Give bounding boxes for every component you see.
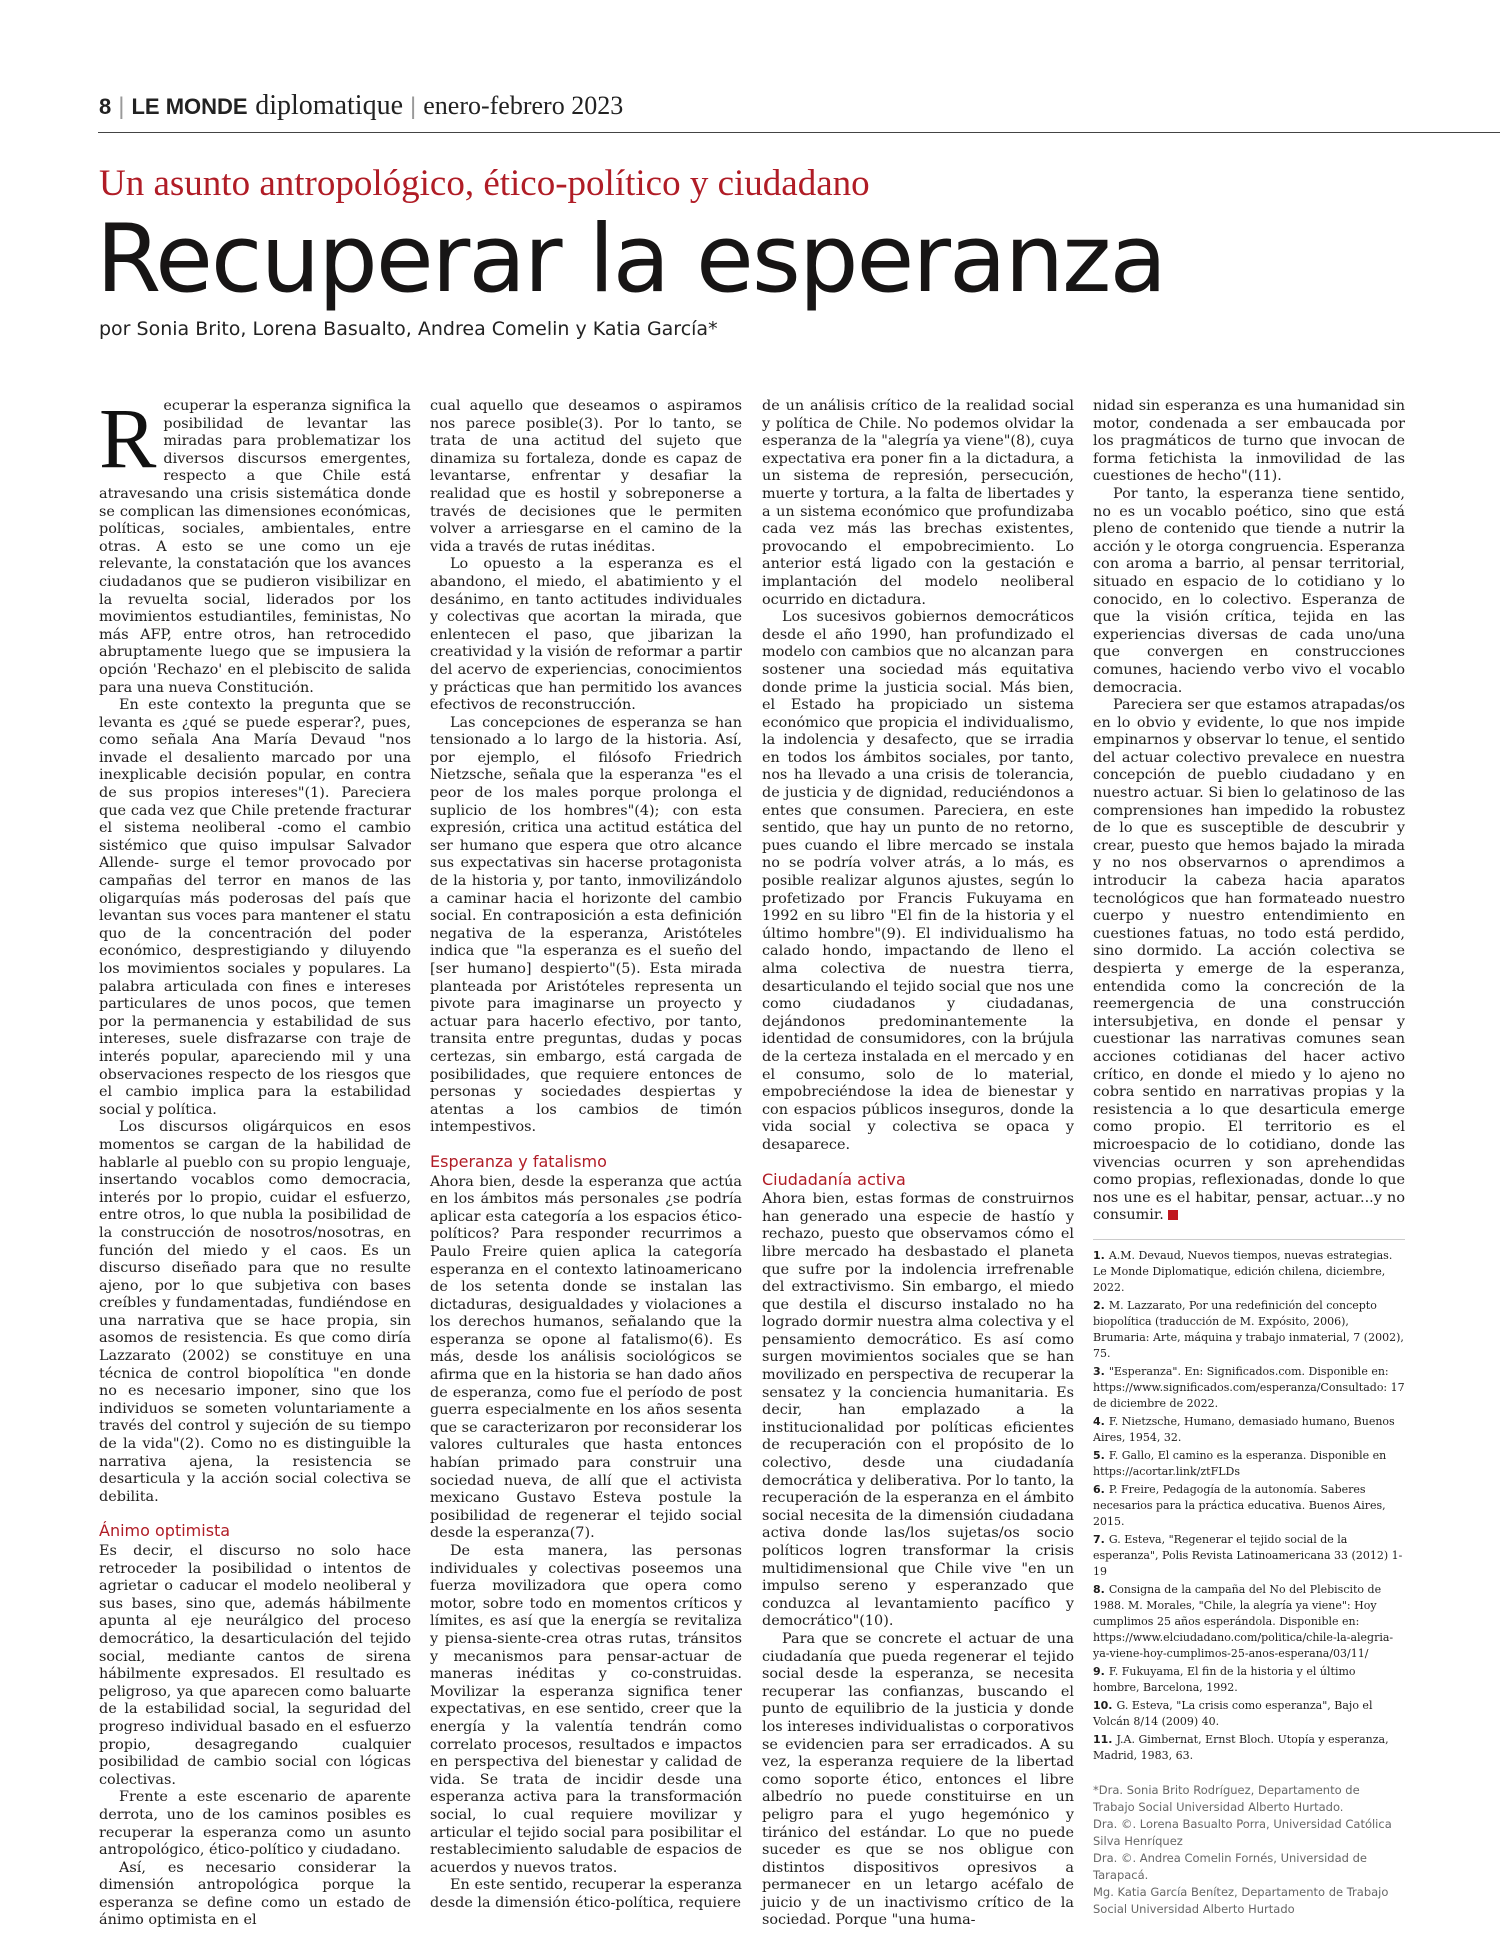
article-column-4: [1093, 398, 1405, 1916]
paragraph: Ahora bien, desde la esperanza que actúa en los ámbitos más personales ¿se podría aplicar esta categoría a los espacios ético-políticos? Para responder recurrimos a Paulo Freire quien aplica la categoría esperanza en el contexto latinoamericano de los setenta donde se instalan las dictaduras, desigualdades y violaciones a los derechos humanos, señalando que la esperanza se opone al fatalismo(6). Es más, desde los análisis sociológicos se afirma que en la historia se han dado años de esperanza, como fue el período de post guerra especialmente en los años sesenta que se caracterizaron por reconsiderar los valores culturales que hasta entonces habían primado para construir una sociedad nueva, de allí que el activista mexicano Gustavo Esteva postule la posibilidad de regenerar el tejido social desde la esperanza(7).: [430, 1173, 742, 1542]
author-credit: *Dra. Sonia Brito Rodríguez, Departamento de Trabajo Social Universidad Alberto Hurtado.: [1093, 1782, 1360, 1814]
paragraph-text: Pareciera ser que estamos atrapadas/os en lo obvio y evidente, lo que nos impide empinarnos y observar lo tenue, el sentido del actuar colectivo prevalece en nuestra concepción de pueblo ciudadano y en nuestro actuar. Si bien lo gelatinoso de las comprensiones han impedido la robustez de lo que es susceptible de descubrir y crear, puesto que hemos bajado la mirada y no nos observarnos o aprendimos a introducir la cabeza hacia aparatos tecnológicos que han formateado nuestro cuerpo y nuestro entendimiento en cuestiones fatuas, no todo está perdido, sino dormido. La acción colectiva se despierta y emerge de la esperanza, entendida como la concreción de la reemergencia de una construcción intersubjetiva, en donde el pensar y cuestionar las narrativas comunes sean acciones cotidianas del hacer activo crítico, en donde el miedo y lo ajeno no cobra sentido en narrativas propias y la resistencia a lo que desarticula emerge como propio. El territorio es el microespacio de lo cotidiano, donde las vivencias ocurren y son aprehendidas como propias, reflexionadas, donde lo que nos une es el habitar, pensar, actuar...y no consumir.: [1093, 697, 1405, 1224]
paragraph: Recuperar la esperanza significa la posibilidad de levantar las miradas para problematizar los diversos discursos emergentes, respecto a que Chile está atravesando una crisis sistemática donde se complican las dimensiones económicas, políticas, sociales, ambientales, entre otras. A esto se une como un eje relevante, la constatación que los avances ciudadanos que se pudieron visibilizar en la revuelta social, liderados por los movimientos estudiantiles, feministas, No más AFP, entre otros, han retrocedido abruptamente luego que se impusiera la opción 'Rechazo' en el plebiscito de salida para una nueva Constitución.: [99, 390, 411, 696]
section-heading: Ánimo optimista: [99, 1521, 231, 1541]
header-separator: |: [410, 93, 417, 120]
paragraph: Es decir, el discurso no solo hace retroceder la posibilidad o intentos de agrietar o caducar el modelo neoliberal y sus bases, sino que, además hábilmente apunta al eje neurálgico del proceso democrático, la desarticulación del tejido social, mediante cantos de sirena hábilmente expresados. El resultado es peligroso, ya que aparecen como baluarte de la estabilidad social, la seguridad del progreso individual basado en el esfuerzo propio, desagregando cualquier posibilidad de cambio social con lógicas colectivas.: [99, 1543, 411, 1788]
header-rule: [98, 132, 1500, 133]
header-separator: |: [118, 93, 125, 120]
footnote: 8. Consigna de la campaña del No del Plebiscito de 1988. M. Morales, "Chile, la alegría ya viene": Hoy cumplimos 25 años esperándola. Disponible en: https://www.elciudadano.com/politica/chile-la-alegria-ya-viene-hoy-cumplimos-25-anos-esperana/03/11/: [1093, 1582, 1394, 1660]
footnote: 7. G. Esteva, "Regenerar el tejido social de la esperanza", Polis Revista Latinoamericana 33 (2012) 1-19: [1093, 1532, 1403, 1578]
paragraph: Los sucesivos gobiernos democráticos desde el año 1990, han profundizado el modelo con cambios que no alcanzan para sostener una sociedad más equitativa donde prime la justicia social. Más bien, el Estado ha propiciado un sistema económico que propicia el individualismo, la indolencia y desafecto, que se irradia en todos los ámbitos sociales, por tanto, nos ha llevado a una crisis de tolerancia, de justicia y de dignidad, reduciéndonos a entes que consumen. Pareciera, en este sentido, que hay un punto de no retorno, pues cuando el libre mercado se instala no se podría volver atrás, a lo más, es posible realizar algunos ajustes, según lo profetizado por Francis Fukuyama en 1992 en su libro "El fin de la historia y el último hombre"(9). El individualismo ha calado hondo, impactando de lleno el alma colectiva de nuestra tierra, desarticulando el tejido social que nos une como ciudadanos y ciudadanas, dejándonos predominantemente la identidad de consumidores, con la brújula de la certeza instalada en el mercado y en el consumo, solo de lo material, empobreciéndose la idea de bienestar y con espacios públicos inseguros, donde la vida social y colectiva se opaca y desaparece.: [762, 609, 1074, 1153]
footnote: 3. "Esperanza". En: Significados.com. Disponible en: https://www.significados.com/esperanza/Consultado: 17 de diciembre de 2022.: [1093, 1364, 1405, 1410]
paragraph: Ahora bien, estas formas de construirnos han generado una especie de hastío y rechazo, puesto que observamos cómo el libre mercado ha desbastado el planeta que sufre por la indolencia irrefrenable del extractivismo. Sin embargo, el miedo que destila el discurso instalado no ha logrado dormir nuestra alma colectiva y el pensamiento democrático. Es así como surgen movimientos sociales que se han movilizado en perspectiva de recuperar la sensatez y la conciencia humanitaria. Es decir, han emplazado a la institucionalidad por políticas eficientes de recuperación con el propósito de lo colectivo, desde una ciudadanía democrática y deliberativa. Por lo tanto, la recuperación de la esperanza en el ámbito social necesita de la dimensión ciudadana activa donde las/los sujetas/os socio políticos logren transformar la crisis multidimensional que Chile vive "en un impulso sereno y esperanzado que conduzca al levantamiento pacífico y democrático"(10).: [762, 1191, 1074, 1630]
footnote: 2. M. Lazzarato, Por una redefinición del concepto biopolítica (traducción de M. Expósito, 2006), Brumaria: Arte, máquina y trabajo inmaterial, 7 (2002), 75.: [1093, 1298, 1404, 1360]
footnotes: [1093, 1239, 1405, 1764]
article-column-3: [762, 398, 1074, 1929]
paragraph: Por tanto, la esperanza tiene sentido, no es un vocablo poético, sino que está pleno de contenido que tiende a nutrir la acción y le otorga congruencia. Esperanza con aroma a barrio, al pensar territorial, situado en espacio de lo cotidiano y lo conocido, en lo colectivo. Esperanza de que la visión crítica, tejida en las experiencias diversas de cada uno/una que convergen en construcciones comunes, haciendo verbo vivo el vocablo democracia.: [1093, 485, 1405, 696]
author-credits: [1093, 1782, 1405, 1918]
footnote: 10. G. Esteva, "La crisis como esperanza", Bajo el Volcán 8/14 (2009) 40.: [1093, 1698, 1373, 1728]
paragraph: De esta manera, las personas individuales y colectivas poseemos una fuerza movilizadora que opera como motor, sobre todo en momentos críticos y límites, es así que la energía se revitaliza y piensa-siente-crea otras rutas, tránsitos y mecanismos para pensar-actuar de maneras inéditas y co-construidas. Movilizar la esperanza significa tener expectativas, en ese sentido, creer que la energía y la valentía tendrán como correlato procesos, resultados e impactos en perspectiva del bienestar y calidad de vida. Se trata de incidir desde una esperanza activa para la transformación social, lo cual requiere movilizar y articular el tejido social para posibilitar el restablecimiento saludable de espacios de acuerdos y nuevos tratos.: [430, 1543, 742, 1876]
paragraph: Las concepciones de esperanza se han tensionado a lo largo de la historia. Así, por ejemplo, el filósofo Friedrich Nietzsche, señala que la esperanza "es el peor de los males porque prolonga el suplicio de los hombres"(4); con esta expresión, critica una actitud estática del ser humano que espera que otro alcance sus expectativas sin hacerse protagonista de la historia y, por tanto, inmovilizándolo a caminar hacia el horizonte del cambio social. En contraposición a esta definición negativa de la esperanza, Aristóteles indica que "la esperanza es el sueño del [ser humano] despierto"(5). Esta mirada planteada por Aristóteles representa un pivote para imaginarse un proyecto y actuar para hacerlo efectivo, por tanto, transita entre preguntas, dudas y pocas certezas, sin embargo, está cargada de posibilidades, que requiere entonces de personas y sociedades despiertas y atentas a los cambios de timón intempestivos.: [430, 714, 742, 1136]
paragraph: cual aquello que deseamos o aspiramos nos parece posible(3). Por lo tanto, se trata de una actitud del sujeto que dinamiza su fortaleza, donde es capaz de levantarse, enfrentar y desafiar la realidad que es hostil y sobreponerse a través de decisiones que le permiten volver a arriesgarse en el camino de la vida a través de rutas inéditas.: [430, 398, 742, 555]
footnote: 1. A.M. Devaud, Nuevos tiempos, nuevas estrategias. Le Monde Diplomatique, edición chilena, diciembre, 2022.: [1093, 1248, 1393, 1294]
author-credit: Mg. Katia García Benítez, Departamento de Trabajo Social Universidad Alberto Hurtado: [1093, 1884, 1389, 1916]
article-column-1: [99, 390, 411, 1929]
paragraph: Los discursos oligárquicos en esos momentos se cargan de la habilidad de hablarle al pueblo con su propio lenguaje, insertando vocablos como democracia, interés por lo propio, cuidar el esfuerzo, entre otros, lo que nubla la posibilidad de la construcción de nosotros/nosotras, en función del miedo y el caos. Es un discurso diseñado para que no resulte ajeno, por lo que subjetiva con bases creíbles y fundamentadas, fundiéndose en una narrativa que se hace propia, sin asomos de resistencia. Es que como diría Lazzarato (2002) se constituye en una técnica de control biopolítica "en donde no es necesario imponer, sino que los individuos se someten voluntariamente a través del control y sujeción de su tiempo de la vida"(2). Como no es distinguible la narrativa ajena, la resistencia se desarticula y la acción social colectiva se debilita.: [99, 1119, 411, 1505]
article-title: Recuperar la esperanza: [96, 205, 1166, 314]
drop-cap: R: [99, 390, 157, 486]
article-byline: por Sonia Brito, Lorena Basualto, Andrea Comelin y Katia García*: [99, 318, 718, 340]
paragraph: En este contexto la pregunta que se levanta es ¿qué se puede esperar?, pues, como señala Ana María Devaud "nos invade el desaliento marcado por una inexplicable decisión popular, en contra de sus propios intereses"(1). Pareciera que cada vez que Chile pretende fracturar el sistema neoliberal -como el cambio sistémico que quiso impulsar Salvador Allende- surge el temor provocado por campañas del terror en manos de las oligarquías más poderosas del país que levantan sus voces para mantener el statu quo de la concentración del poder económico, desprestigiando y diluyendo los movimientos sociales y populares. La palabra articulada con fines e intereses particulares de unos pocos, que temen por la permanencia y estabilidad de sus intereses, suele disfrazarse con traje de interés popular, apareciendo mil y una observaciones respecto de los riesgos que el cambio implica para la estabilidad social y política.: [99, 697, 411, 1118]
brand-name-light: diplomatique: [255, 90, 404, 121]
footnote: 5. F. Gallo, El camino es la esperanza. Disponible en https://acortar.link/ztFLDs: [1093, 1448, 1387, 1478]
paragraph: de un análisis crítico de la realidad social y política de Chile. No podemos olvidar la esperanza de la "alegría ya viene"(8), cuya expectativa era poner fin a la dictadura, a un sistema de represión, persecución, muerte y tortura, a la falta de libertades y a un sistema económico que profundizaba cada vez más las brechas existentes, provocando el empobrecimiento. Lo anterior está ligado con la gestación e implantación del modelo neoliberal ocurrido en dictadura.: [762, 398, 1074, 608]
section-heading: Ciudadanía activa: [762, 1169, 906, 1189]
paragraph: Lo opuesto a la esperanza es el abandono, el miedo, el abatimiento y el desánimo, en tanto actitudes individuales y colectivas que acortan la mirada, que enlentecen el paso, que jibarizan la creatividad y la visión de reformar a partir del acervo de experiencias, conocimientos y prácticas que han permitido los avances efectivos de reconstrucción.: [430, 556, 742, 714]
paragraph: [1093, 697, 1405, 1225]
section-heading: Esperanza y fatalismo: [430, 1151, 607, 1171]
author-credit: Dra. ©. Lorena Basualto Porra, Universidad Católica Silva Henríquez: [1093, 1816, 1392, 1848]
paragraph: nidad sin esperanza es una humanidad sin motor, condenada a ser embaucada por los pragmáticos de turno que invocan de forma fetichista la inmovilidad de las cuestiones de hecho"(11).: [1093, 398, 1405, 485]
page-number: 8: [99, 94, 112, 119]
footnote: 9. F. Fukuyama, El fin de la historia y el último hombre, Barcelona, 1992.: [1093, 1664, 1356, 1694]
page-header: [99, 90, 623, 122]
paragraph: Así, es necesario considerar la dimensión antropológica porque la esperanza se define como un estado de ánimo optimista en el: [99, 1859, 411, 1929]
paragraph: En este sentido, recuperar la esperanza desde la dimensión ético-política, requiere: [430, 1877, 742, 1911]
author-credit: Dra. ©. Andrea Comelin Fornés, Universidad de Tarapacá.: [1093, 1850, 1367, 1882]
footnote: 4. F. Nietzsche, Humano, demasiado humano, Buenos Aires, 1954, 32.: [1093, 1414, 1395, 1444]
footnote: 11. J.A. Gimbernat, Ernst Bloch. Utopía y esperanza, Madrid, 1983, 63.: [1093, 1732, 1389, 1762]
paragraph: Frente a este escenario de aparente derrota, uno de los caminos posibles es recuperar la esperanza como un asunto antropológico, ético-político y ciudadano.: [99, 1789, 411, 1859]
end-of-article-mark-icon: [1168, 1210, 1178, 1220]
article-kicker: Un asunto antropológico, ético-político y ciudadano: [99, 163, 870, 204]
paragraph: Para que se concrete el actuar de una ciudadanía que pueda regenerar el tejido social desde la esperanza, se necesita recuperar las confianzas, buscando el punto de equilibrio de la justicia y donde los intereses individualistas o corporativos se evidencien para ser erradicados. A su vez, la esperanza requiere de la libertad como soporte ético, entonces el libre albedrío no puede constituirse en un peligro para el yugo hegemónico y tiránico del estándar. Lo que no puede suceder es que se nos obligue con distintos dispositivos opresivos a permanecer en un letargo acéfalo de juicio y de un inactivismo crítico de la sociedad. Porque "una huma-: [762, 1630, 1074, 1929]
footnote: 6. P. Freire, Pedagogía de la autonomía. Saberes necesarios para la práctica educativa. Buenos Aires, 2015.: [1093, 1482, 1386, 1528]
article-column-2: [430, 398, 742, 1911]
issue-date: enero-febrero 2023: [423, 91, 624, 120]
brand-name-bold: LE MONDE: [131, 94, 248, 119]
